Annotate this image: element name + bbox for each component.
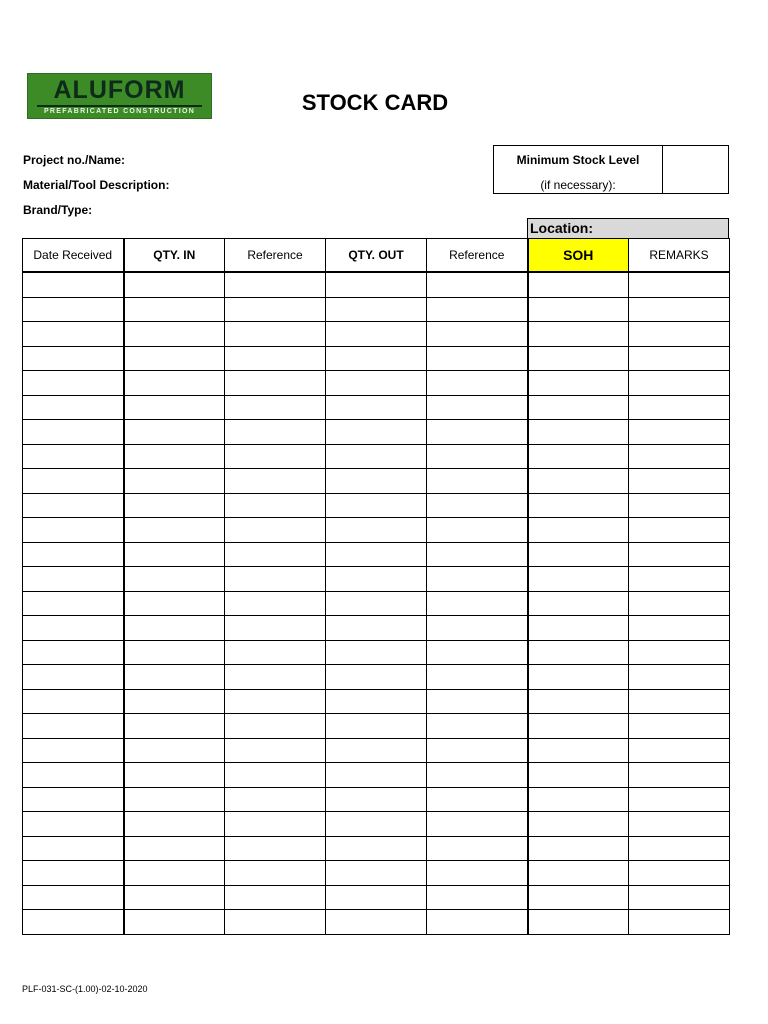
cell-reference-in[interactable] bbox=[225, 567, 326, 592]
cell-reference-in[interactable] bbox=[225, 910, 326, 935]
table-row bbox=[23, 665, 730, 690]
cell-remarks[interactable] bbox=[629, 665, 730, 690]
cell-qty-in[interactable] bbox=[124, 272, 225, 297]
material-label: Material/Tool Description: bbox=[23, 178, 170, 192]
cell-reference-in[interactable] bbox=[225, 640, 326, 665]
cell-qty-out[interactable] bbox=[326, 640, 427, 665]
cell-remarks[interactable] bbox=[629, 714, 730, 739]
cell-reference-out[interactable] bbox=[427, 812, 528, 837]
cell-remarks[interactable] bbox=[629, 640, 730, 665]
cell-qty-out[interactable] bbox=[326, 469, 427, 494]
cell-remarks[interactable] bbox=[629, 812, 730, 837]
cell-reference-out[interactable] bbox=[427, 763, 528, 788]
cell-date-received[interactable] bbox=[23, 272, 124, 297]
cell-remarks[interactable] bbox=[629, 420, 730, 445]
cell-reference-out[interactable] bbox=[427, 861, 528, 886]
table-row bbox=[23, 910, 730, 935]
location-header bbox=[527, 218, 729, 238]
cell-qty-out[interactable] bbox=[326, 861, 427, 886]
cell-qty-in[interactable] bbox=[124, 714, 225, 739]
cell-reference-in[interactable] bbox=[225, 885, 326, 910]
cell-reference-out[interactable] bbox=[427, 542, 528, 567]
cell-reference-in[interactable] bbox=[225, 812, 326, 837]
cell-qty-out[interactable] bbox=[326, 787, 427, 812]
cell-date-received[interactable] bbox=[23, 591, 124, 616]
cell-qty-out[interactable] bbox=[326, 689, 427, 714]
cell-soh[interactable] bbox=[528, 346, 629, 371]
cell-qty-in[interactable] bbox=[124, 469, 225, 494]
cell-soh[interactable] bbox=[528, 616, 629, 641]
cell-reference-out[interactable] bbox=[427, 836, 528, 861]
cell-soh[interactable] bbox=[528, 322, 629, 347]
col-remarks: REMARKS bbox=[629, 239, 730, 273]
table-row bbox=[23, 444, 730, 469]
cell-qty-in[interactable] bbox=[124, 640, 225, 665]
col-reference-in: Reference bbox=[225, 239, 326, 273]
table-row bbox=[23, 836, 730, 861]
cell-qty-out[interactable] bbox=[326, 616, 427, 641]
cell-reference-in[interactable] bbox=[225, 469, 326, 494]
cell-date-received[interactable] bbox=[23, 910, 124, 935]
cell-date-received[interactable] bbox=[23, 371, 124, 396]
table-row bbox=[23, 591, 730, 616]
cell-reference-out[interactable] bbox=[427, 395, 528, 420]
cell-remarks[interactable] bbox=[629, 567, 730, 592]
cell-qty-out[interactable] bbox=[326, 763, 427, 788]
cell-qty-in[interactable] bbox=[124, 910, 225, 935]
table-row bbox=[23, 297, 730, 322]
cell-soh[interactable] bbox=[528, 861, 629, 886]
cell-soh[interactable] bbox=[528, 714, 629, 739]
table-row bbox=[23, 763, 730, 788]
cell-qty-in[interactable] bbox=[124, 738, 225, 763]
cell-date-received[interactable] bbox=[23, 518, 124, 543]
cell-reference-in[interactable] bbox=[225, 518, 326, 543]
cell-remarks[interactable] bbox=[629, 444, 730, 469]
cell-reference-in[interactable] bbox=[225, 297, 326, 322]
cell-reference-in[interactable] bbox=[225, 395, 326, 420]
cell-qty-in[interactable] bbox=[124, 885, 225, 910]
table-row bbox=[23, 272, 730, 297]
cell-date-received[interactable] bbox=[23, 616, 124, 641]
logo-tagline: PREFABRICATED CONSTRUCTION bbox=[43, 108, 196, 115]
cell-qty-in[interactable] bbox=[124, 763, 225, 788]
cell-reference-in[interactable] bbox=[225, 542, 326, 567]
cell-reference-out[interactable] bbox=[427, 689, 528, 714]
cell-reference-out[interactable] bbox=[427, 322, 528, 347]
cell-reference-in[interactable] bbox=[225, 272, 326, 297]
cell-soh[interactable] bbox=[528, 371, 629, 396]
table-row bbox=[23, 469, 730, 494]
table-row bbox=[23, 371, 730, 396]
cell-qty-in[interactable] bbox=[124, 836, 225, 861]
cell-qty-in[interactable] bbox=[124, 395, 225, 420]
cell-soh[interactable] bbox=[528, 493, 629, 518]
cell-soh[interactable] bbox=[528, 910, 629, 935]
cell-qty-in[interactable] bbox=[124, 665, 225, 690]
cell-remarks[interactable] bbox=[629, 591, 730, 616]
cell-qty-out[interactable] bbox=[326, 542, 427, 567]
table-row bbox=[23, 493, 730, 518]
cell-reference-in[interactable] bbox=[225, 714, 326, 739]
cell-soh[interactable] bbox=[528, 420, 629, 445]
page-title: STOCK CARD bbox=[301, 90, 449, 115]
cell-qty-out[interactable] bbox=[326, 738, 427, 763]
form-code: PLF-031-SC-(1.00)-02-10-2020 bbox=[22, 984, 148, 994]
cell-reference-out[interactable] bbox=[427, 518, 528, 543]
cell-qty-in[interactable] bbox=[124, 542, 225, 567]
cell-remarks[interactable] bbox=[629, 322, 730, 347]
cell-qty-in[interactable] bbox=[124, 493, 225, 518]
cell-reference-in[interactable] bbox=[225, 861, 326, 886]
cell-date-received[interactable] bbox=[23, 665, 124, 690]
table-body bbox=[23, 272, 730, 934]
cell-remarks[interactable] bbox=[629, 861, 730, 886]
cell-reference-out[interactable] bbox=[427, 910, 528, 935]
cell-date-received[interactable] bbox=[23, 640, 124, 665]
cell-date-received[interactable] bbox=[23, 542, 124, 567]
cell-qty-out[interactable] bbox=[326, 567, 427, 592]
brand-label: Brand/Type: bbox=[23, 203, 93, 217]
cell-qty-out[interactable] bbox=[326, 395, 427, 420]
cell-reference-in[interactable] bbox=[225, 689, 326, 714]
cell-reference-in[interactable] bbox=[225, 371, 326, 396]
cell-date-received[interactable] bbox=[23, 714, 124, 739]
cell-qty-in[interactable] bbox=[124, 861, 225, 886]
cell-reference-in[interactable] bbox=[225, 616, 326, 641]
cell-remarks[interactable] bbox=[629, 371, 730, 396]
cell-reference-out[interactable] bbox=[427, 714, 528, 739]
cell-reference-in[interactable] bbox=[225, 738, 326, 763]
cell-reference-out[interactable] bbox=[427, 616, 528, 641]
cell-qty-out[interactable] bbox=[326, 836, 427, 861]
cell-date-received[interactable] bbox=[23, 444, 124, 469]
cell-qty-in[interactable] bbox=[124, 322, 225, 347]
cell-remarks[interactable] bbox=[629, 910, 730, 935]
cell-qty-out[interactable] bbox=[326, 591, 427, 616]
cell-soh[interactable] bbox=[528, 297, 629, 322]
cell-soh[interactable] bbox=[528, 444, 629, 469]
cell-remarks[interactable] bbox=[629, 469, 730, 494]
cell-qty-in[interactable] bbox=[124, 689, 225, 714]
col-reference-out: Reference bbox=[427, 239, 528, 273]
cell-date-received[interactable] bbox=[23, 322, 124, 347]
cell-remarks[interactable] bbox=[629, 787, 730, 812]
cell-qty-out[interactable] bbox=[326, 444, 427, 469]
cell-reference-out[interactable] bbox=[427, 297, 528, 322]
cell-qty-out[interactable] bbox=[326, 346, 427, 371]
cell-qty-out[interactable] bbox=[326, 714, 427, 739]
cell-remarks[interactable] bbox=[629, 272, 730, 297]
cell-remarks[interactable] bbox=[629, 395, 730, 420]
cell-soh[interactable] bbox=[528, 836, 629, 861]
cell-qty-out[interactable] bbox=[326, 322, 427, 347]
table-row bbox=[23, 812, 730, 837]
cell-remarks[interactable] bbox=[629, 738, 730, 763]
table-row bbox=[23, 885, 730, 910]
cell-reference-in[interactable] bbox=[225, 591, 326, 616]
cell-reference-in[interactable] bbox=[225, 420, 326, 445]
cell-qty-in[interactable] bbox=[124, 371, 225, 396]
cell-remarks[interactable] bbox=[629, 836, 730, 861]
cell-reference-out[interactable] bbox=[427, 591, 528, 616]
company-logo bbox=[27, 73, 212, 119]
cell-date-received[interactable] bbox=[23, 297, 124, 322]
cell-soh[interactable] bbox=[528, 665, 629, 690]
cell-date-received[interactable] bbox=[23, 812, 124, 837]
cell-qty-in[interactable] bbox=[124, 346, 225, 371]
cell-qty-in[interactable] bbox=[124, 812, 225, 837]
cell-remarks[interactable] bbox=[629, 297, 730, 322]
table-row bbox=[23, 420, 730, 445]
cell-qty-in[interactable] bbox=[124, 787, 225, 812]
cell-soh[interactable] bbox=[528, 787, 629, 812]
table-row bbox=[23, 738, 730, 763]
cell-qty-out[interactable] bbox=[326, 272, 427, 297]
table-row bbox=[23, 395, 730, 420]
cell-qty-out[interactable] bbox=[326, 812, 427, 837]
cell-remarks[interactable] bbox=[629, 493, 730, 518]
cell-reference-out[interactable] bbox=[427, 493, 528, 518]
cell-date-received[interactable] bbox=[23, 689, 124, 714]
cell-soh[interactable] bbox=[528, 738, 629, 763]
cell-reference-in[interactable] bbox=[225, 665, 326, 690]
cell-remarks[interactable] bbox=[629, 689, 730, 714]
cell-date-received[interactable] bbox=[23, 787, 124, 812]
table-header-row bbox=[23, 239, 730, 273]
location-label: Location: bbox=[530, 220, 593, 236]
cell-reference-in[interactable] bbox=[225, 493, 326, 518]
col-soh: SOH bbox=[528, 239, 629, 273]
cell-reference-in[interactable] bbox=[225, 346, 326, 371]
cell-qty-out[interactable] bbox=[326, 493, 427, 518]
cell-soh[interactable] bbox=[528, 395, 629, 420]
cell-soh[interactable] bbox=[528, 640, 629, 665]
cell-soh[interactable] bbox=[528, 812, 629, 837]
cell-date-received[interactable] bbox=[23, 469, 124, 494]
stock-table bbox=[22, 238, 730, 935]
cell-reference-in[interactable] bbox=[225, 444, 326, 469]
table-row bbox=[23, 518, 730, 543]
cell-qty-in[interactable] bbox=[124, 567, 225, 592]
cell-reference-out[interactable] bbox=[427, 346, 528, 371]
minimum-stock-subtitle: (if necessary): bbox=[540, 178, 616, 192]
table-row bbox=[23, 640, 730, 665]
cell-soh[interactable] bbox=[528, 542, 629, 567]
cell-soh[interactable] bbox=[528, 469, 629, 494]
cell-qty-out[interactable] bbox=[326, 371, 427, 396]
table-row bbox=[23, 542, 730, 567]
cell-soh[interactable] bbox=[528, 763, 629, 788]
cell-qty-out[interactable] bbox=[326, 420, 427, 445]
cell-reference-in[interactable] bbox=[225, 787, 326, 812]
cell-date-received[interactable] bbox=[23, 763, 124, 788]
cell-remarks[interactable] bbox=[629, 763, 730, 788]
cell-remarks[interactable] bbox=[629, 616, 730, 641]
cell-reference-out[interactable] bbox=[427, 444, 528, 469]
cell-reference-out[interactable] bbox=[427, 738, 528, 763]
cell-soh[interactable] bbox=[528, 272, 629, 297]
cell-date-received[interactable] bbox=[23, 493, 124, 518]
cell-remarks[interactable] bbox=[629, 885, 730, 910]
cell-qty-in[interactable] bbox=[124, 420, 225, 445]
cell-reference-out[interactable] bbox=[427, 640, 528, 665]
cell-date-received[interactable] bbox=[23, 420, 124, 445]
cell-remarks[interactable] bbox=[629, 346, 730, 371]
minimum-stock-divider bbox=[662, 146, 663, 193]
col-qty-in: QTY. IN bbox=[124, 239, 225, 273]
cell-date-received[interactable] bbox=[23, 885, 124, 910]
cell-reference-out[interactable] bbox=[427, 567, 528, 592]
minimum-stock-box bbox=[493, 145, 729, 194]
cell-date-received[interactable] bbox=[23, 567, 124, 592]
logo-name: ALUFORM bbox=[53, 76, 186, 104]
cell-date-received[interactable] bbox=[23, 861, 124, 886]
table-row bbox=[23, 567, 730, 592]
cell-qty-in[interactable] bbox=[124, 591, 225, 616]
table-row bbox=[23, 322, 730, 347]
cell-reference-out[interactable] bbox=[427, 371, 528, 396]
cell-reference-out[interactable] bbox=[427, 420, 528, 445]
cell-qty-in[interactable] bbox=[124, 297, 225, 322]
table-row bbox=[23, 346, 730, 371]
minimum-stock-title: Minimum Stock Level bbox=[516, 153, 640, 167]
table-row bbox=[23, 861, 730, 886]
cell-reference-out[interactable] bbox=[427, 885, 528, 910]
cell-qty-out[interactable] bbox=[326, 665, 427, 690]
cell-qty-out[interactable] bbox=[326, 885, 427, 910]
project-label: Project no./Name: bbox=[23, 153, 126, 167]
cell-qty-in[interactable] bbox=[124, 616, 225, 641]
table-row bbox=[23, 787, 730, 812]
cell-date-received[interactable] bbox=[23, 395, 124, 420]
cell-reference-in[interactable] bbox=[225, 836, 326, 861]
cell-reference-in[interactable] bbox=[225, 763, 326, 788]
table-row bbox=[23, 714, 730, 739]
cell-soh[interactable] bbox=[528, 567, 629, 592]
cell-reference-in[interactable] bbox=[225, 322, 326, 347]
cell-date-received[interactable] bbox=[23, 836, 124, 861]
cell-soh[interactable] bbox=[528, 591, 629, 616]
col-qty-out: QTY. OUT bbox=[326, 239, 427, 273]
table-row bbox=[23, 689, 730, 714]
table-row bbox=[23, 616, 730, 641]
cell-qty-out[interactable] bbox=[326, 297, 427, 322]
cell-soh[interactable] bbox=[528, 689, 629, 714]
cell-qty-in[interactable] bbox=[124, 518, 225, 543]
cell-soh[interactable] bbox=[528, 518, 629, 543]
logo-rule bbox=[37, 105, 202, 107]
cell-reference-out[interactable] bbox=[427, 469, 528, 494]
cell-remarks[interactable] bbox=[629, 518, 730, 543]
cell-date-received[interactable] bbox=[23, 346, 124, 371]
cell-remarks[interactable] bbox=[629, 542, 730, 567]
cell-qty-out[interactable] bbox=[326, 518, 427, 543]
cell-soh[interactable] bbox=[528, 885, 629, 910]
col-date-received: Date Received bbox=[23, 239, 124, 273]
cell-reference-out[interactable] bbox=[427, 272, 528, 297]
cell-date-received[interactable] bbox=[23, 738, 124, 763]
cell-reference-out[interactable] bbox=[427, 787, 528, 812]
cell-qty-in[interactable] bbox=[124, 444, 225, 469]
cell-reference-out[interactable] bbox=[427, 665, 528, 690]
cell-qty-out[interactable] bbox=[326, 910, 427, 935]
